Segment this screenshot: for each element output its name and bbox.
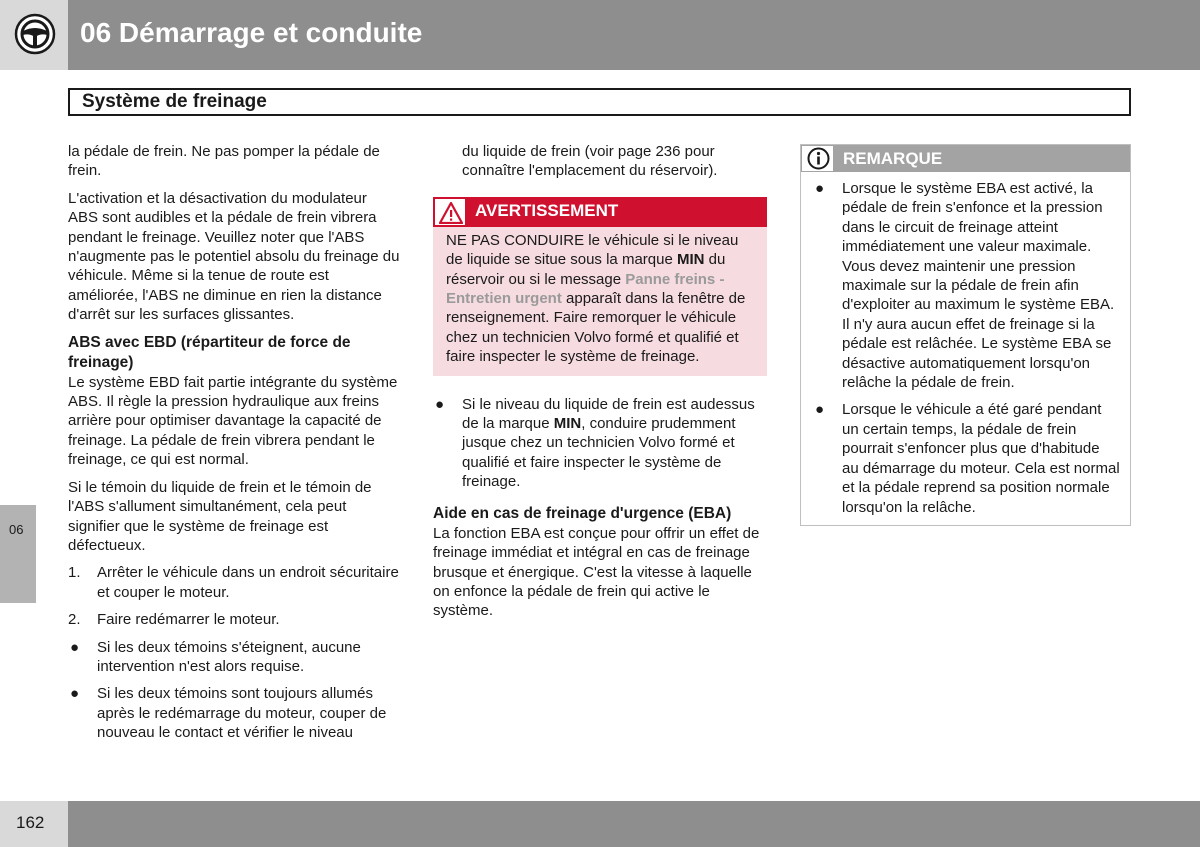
warning-text-bold: MIN — [676, 251, 705, 269]
paragraph: la pédale de frein. Ne pas pomper la pédale de frein. — [68, 143, 380, 180]
step-item — [68, 610, 400, 629]
warning-title: AVERTISSEMENT — [475, 200, 619, 220]
step-text: Faire redémarrer le moteur. — [97, 611, 280, 629]
bullet-item — [433, 395, 767, 492]
step-item — [68, 563, 400, 602]
info-icon-box — [801, 145, 834, 172]
remark-body — [801, 172, 1130, 525]
bullet-text: Si les deux témoins sont toujours allumés après le redémarrage du moteur, couper de nouveau le contact et vérifier le niveau — [97, 685, 387, 742]
side-tab-label: 06 — [9, 522, 24, 537]
bullet-text: Lorsque le système EBA est activé, la pédale de frein s'enfonce et la pression dans le circuit de freinage atteint immédiatement une valeur maximale. Vous devez maintenir une pression maximale sur la pédale de frein afin d'exploiter au maximum le système EBA. Il n'y aura aucun effet de freinage si la pédale est relâchée. Le système EBA se désactive automatiquement lorsqu'on relâche la pédale de frein. — [842, 180, 1115, 392]
warning-text: apparaît dans la fenêtre de renseignement. Faire remorquer le véhicule chez un technicien Volvo formé et qualifié et faire inspecter le système de freinage. — [446, 290, 746, 366]
section-title: Système de freinage — [68, 88, 1131, 116]
bullet-marker: ● — [70, 638, 80, 656]
remark-box — [800, 144, 1131, 526]
warning-header — [433, 197, 767, 227]
warning-icon-box — [433, 197, 467, 227]
chapter-title: 06 Démarrage et conduite — [80, 17, 423, 48]
bullet-text: Si les deux témoins s'éteignent, aucune intervention n'est alors requise. — [97, 638, 361, 675]
bullet-marker: ● — [815, 180, 825, 197]
bullet-text — [462, 396, 755, 491]
bullet-item — [813, 179, 1120, 392]
bullet-marker: ● — [435, 395, 445, 413]
bullet-marker: ● — [815, 401, 825, 419]
bullet-marker: ● — [70, 685, 80, 703]
bullet-item — [813, 400, 1120, 516]
header-icon-area — [0, 0, 68, 70]
column-1 — [68, 142, 400, 751]
paragraph: Si le témoin du liquide de frein et le témoin de l'ABS s'allument simultanément, cela peut signifier que le système de freinage est défectueux. — [68, 478, 372, 554]
warning-body — [433, 227, 767, 376]
paragraph-continued: du liquide de frein (voir page 236 pour connaître l'emplacement du réservoir). — [462, 143, 718, 180]
bullet-text-part: , conduire prudemment jusque chez un technicien Volvo formé et qualifié et faire inspecter le système de freinage. — [462, 415, 736, 491]
paragraph: L'activation et la désactivation du modulateur ABS sont audibles et la pédale de frein vibrera pendant le freinage. Veuillez noter que l'ABS n'augmente pas le potentiel absolu du freinage du véhicule. Même si la tenue de route est améliorée, l'ABS ne diminue en rien la distance d'arrêt sur les surfaces glissantes. — [68, 189, 400, 324]
step-text: Arrêter le véhicule dans un endroit sécuritaire et couper le moteur. — [97, 564, 399, 601]
bullet-text-part: Si le niveau du liquide de frein est audessus de la marque — [462, 395, 755, 433]
column-3 — [800, 144, 1131, 526]
paragraph: Le système EBD fait partie intégrante du système ABS. Il règle la pression hydraulique aux freins arrière pour optimiser davantage la capacité de freinage. La pédale de frein vibrera pendant le freinage, ce qui est normal. — [68, 373, 398, 469]
remark-title: REMARQUE — [843, 149, 943, 168]
paragraph: La fonction EBA est conçue pour offrir un effet de freinage immédiat et intégral en cas de freinage brusque et énergique. C'est la vitesse à laquelle on enfonce la pédale de frein qui active le système. — [433, 524, 760, 620]
warning-text: du réservoir ou si le message — [446, 251, 726, 288]
bullet-text-bold: MIN — [553, 415, 582, 433]
warning-text: NE PAS CONDUIRE le véhicule si le niveau de liquide se situe sous la marque — [446, 231, 739, 269]
step-number: 2. — [68, 611, 81, 629]
column-2 — [433, 142, 767, 629]
chapter-side-tab[interactable] — [0, 505, 36, 603]
page-number: 162 — [16, 813, 45, 832]
footer-bar — [68, 801, 1200, 847]
bullet-text: Lorsque le véhicule a été garé pendant un certain temps, la pédale de frein pourrait s'enfoncer plus que d'habitude au démarrage du moteur. Cela est normal et la pédale reprend sa position normale lorsqu'on la relâche. — [842, 401, 1120, 516]
remark-header — [801, 145, 1130, 172]
warning-triangle-icon — [439, 202, 463, 224]
bullet-item — [68, 638, 400, 677]
display-message: Panne freins - Entretien urgent — [446, 270, 725, 308]
step-number: 1. — [68, 564, 81, 582]
subheading-abs-ebd: ABS avec EBD (répartiteur de force de freinage) — [68, 333, 351, 371]
info-icon — [807, 147, 830, 170]
steering-wheel-icon — [14, 13, 56, 55]
subheading-eba: Aide en cas de freinage d'urgence (EBA) — [433, 504, 732, 522]
bullet-item — [68, 684, 400, 742]
